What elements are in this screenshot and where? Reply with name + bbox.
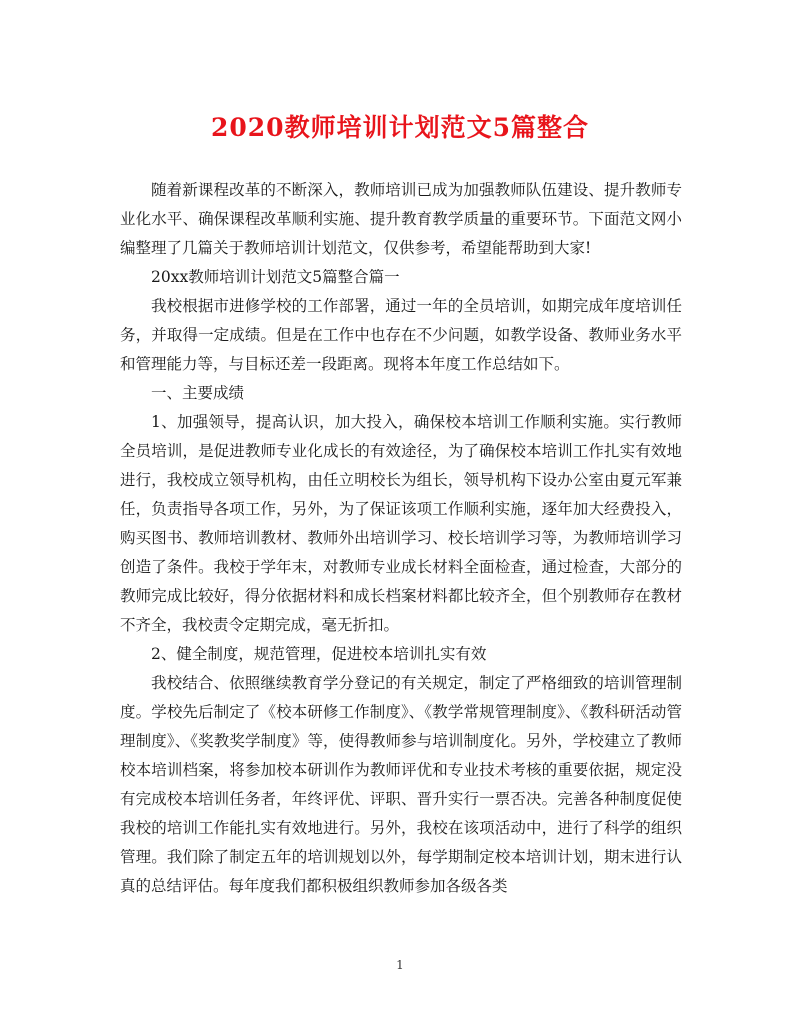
document-body xyxy=(120,176,682,901)
paragraph-intro: 随着新课程改革的不断深入，教师培训已成为加强教师队伍建设、提升教师专业化水平、确保课程改革顺利实施、提升教育教学质量的重要环节。下面范文网小编整理了几篇关于教师培训计划范文，仅供参考，希望能帮助到大家! xyxy=(120,181,682,257)
section-heading-main-achievements: 一、主要成绩 xyxy=(151,384,245,402)
paragraph-leadership: 1、加强领导，提高认识，加大投入，确保校本培训工作顺利实施。实行教师全员培训，是促进教师专业化成长的有效途径，为了确保校本培训工作扎实有效地进行，我校成立领导机构，由任立明校长为组长，领导机构下设办公室由夏元军兼任，负责指导各项工作，另外，为了保证该项工作顺利实施，逐年加大经费投入，购买图书、教师培训教材、教师外出培训学习、校长培训学习等，为教师培训学习创造了条件。我校于学年末，对教师专业成长材料全面检查，通过检查，大部分的教师完成比较好，得分依据材料和成长档案材料都比较齐全，但个别教师存在教材不齐全，我校责令定期完成，毫无折扣。 xyxy=(120,413,682,634)
page-number: 1 xyxy=(396,958,404,972)
paragraph-system: 我校结合、依照继续教育学分登记的有关规定，制定了严格细致的培训管理制度。学校先后制定了《校本研修工作制度》、《教学常规管理制度》、《教科研活动管理制度》、《奖教奖学制度》等，使得教师参与培训制度化。另外，学校建立了教师校本培训档案，将参加校本研训作为教师评优和专业技术考核的重要依据，规定没有完成校本培训任务者，年终评优、评职、晋升实行一票否决。完善各种制度促使我校的培训工作能扎实有效地进行。另外，我校在该项活动中，进行了科学的组织管理。我们除了制定五年的培训规划以外，每学期制定校本培训计划，期末进行认真的总结评估。每年度我们都积极组织教师参加各级各类 xyxy=(120,674,682,895)
paragraph-summary: 我校根据市进修学校的工作部署，通过一年的全员培训，如期完成年度培训任务，并取得一定成绩。但是在工作中也存在不少问题，如教学设备、教师业务水平和管理能力等，与目标还差一段距离。现将本年度工作总结如下。 xyxy=(120,297,682,373)
document-title: 2020教师培训计划范文5篇整合 xyxy=(211,113,589,142)
subheading-system: 2、健全制度，规范管理，促进校本培训扎实有效 xyxy=(151,645,487,663)
section-heading-part-one: 20xx教师培训计划范文5篇整合篇一 xyxy=(151,268,400,286)
